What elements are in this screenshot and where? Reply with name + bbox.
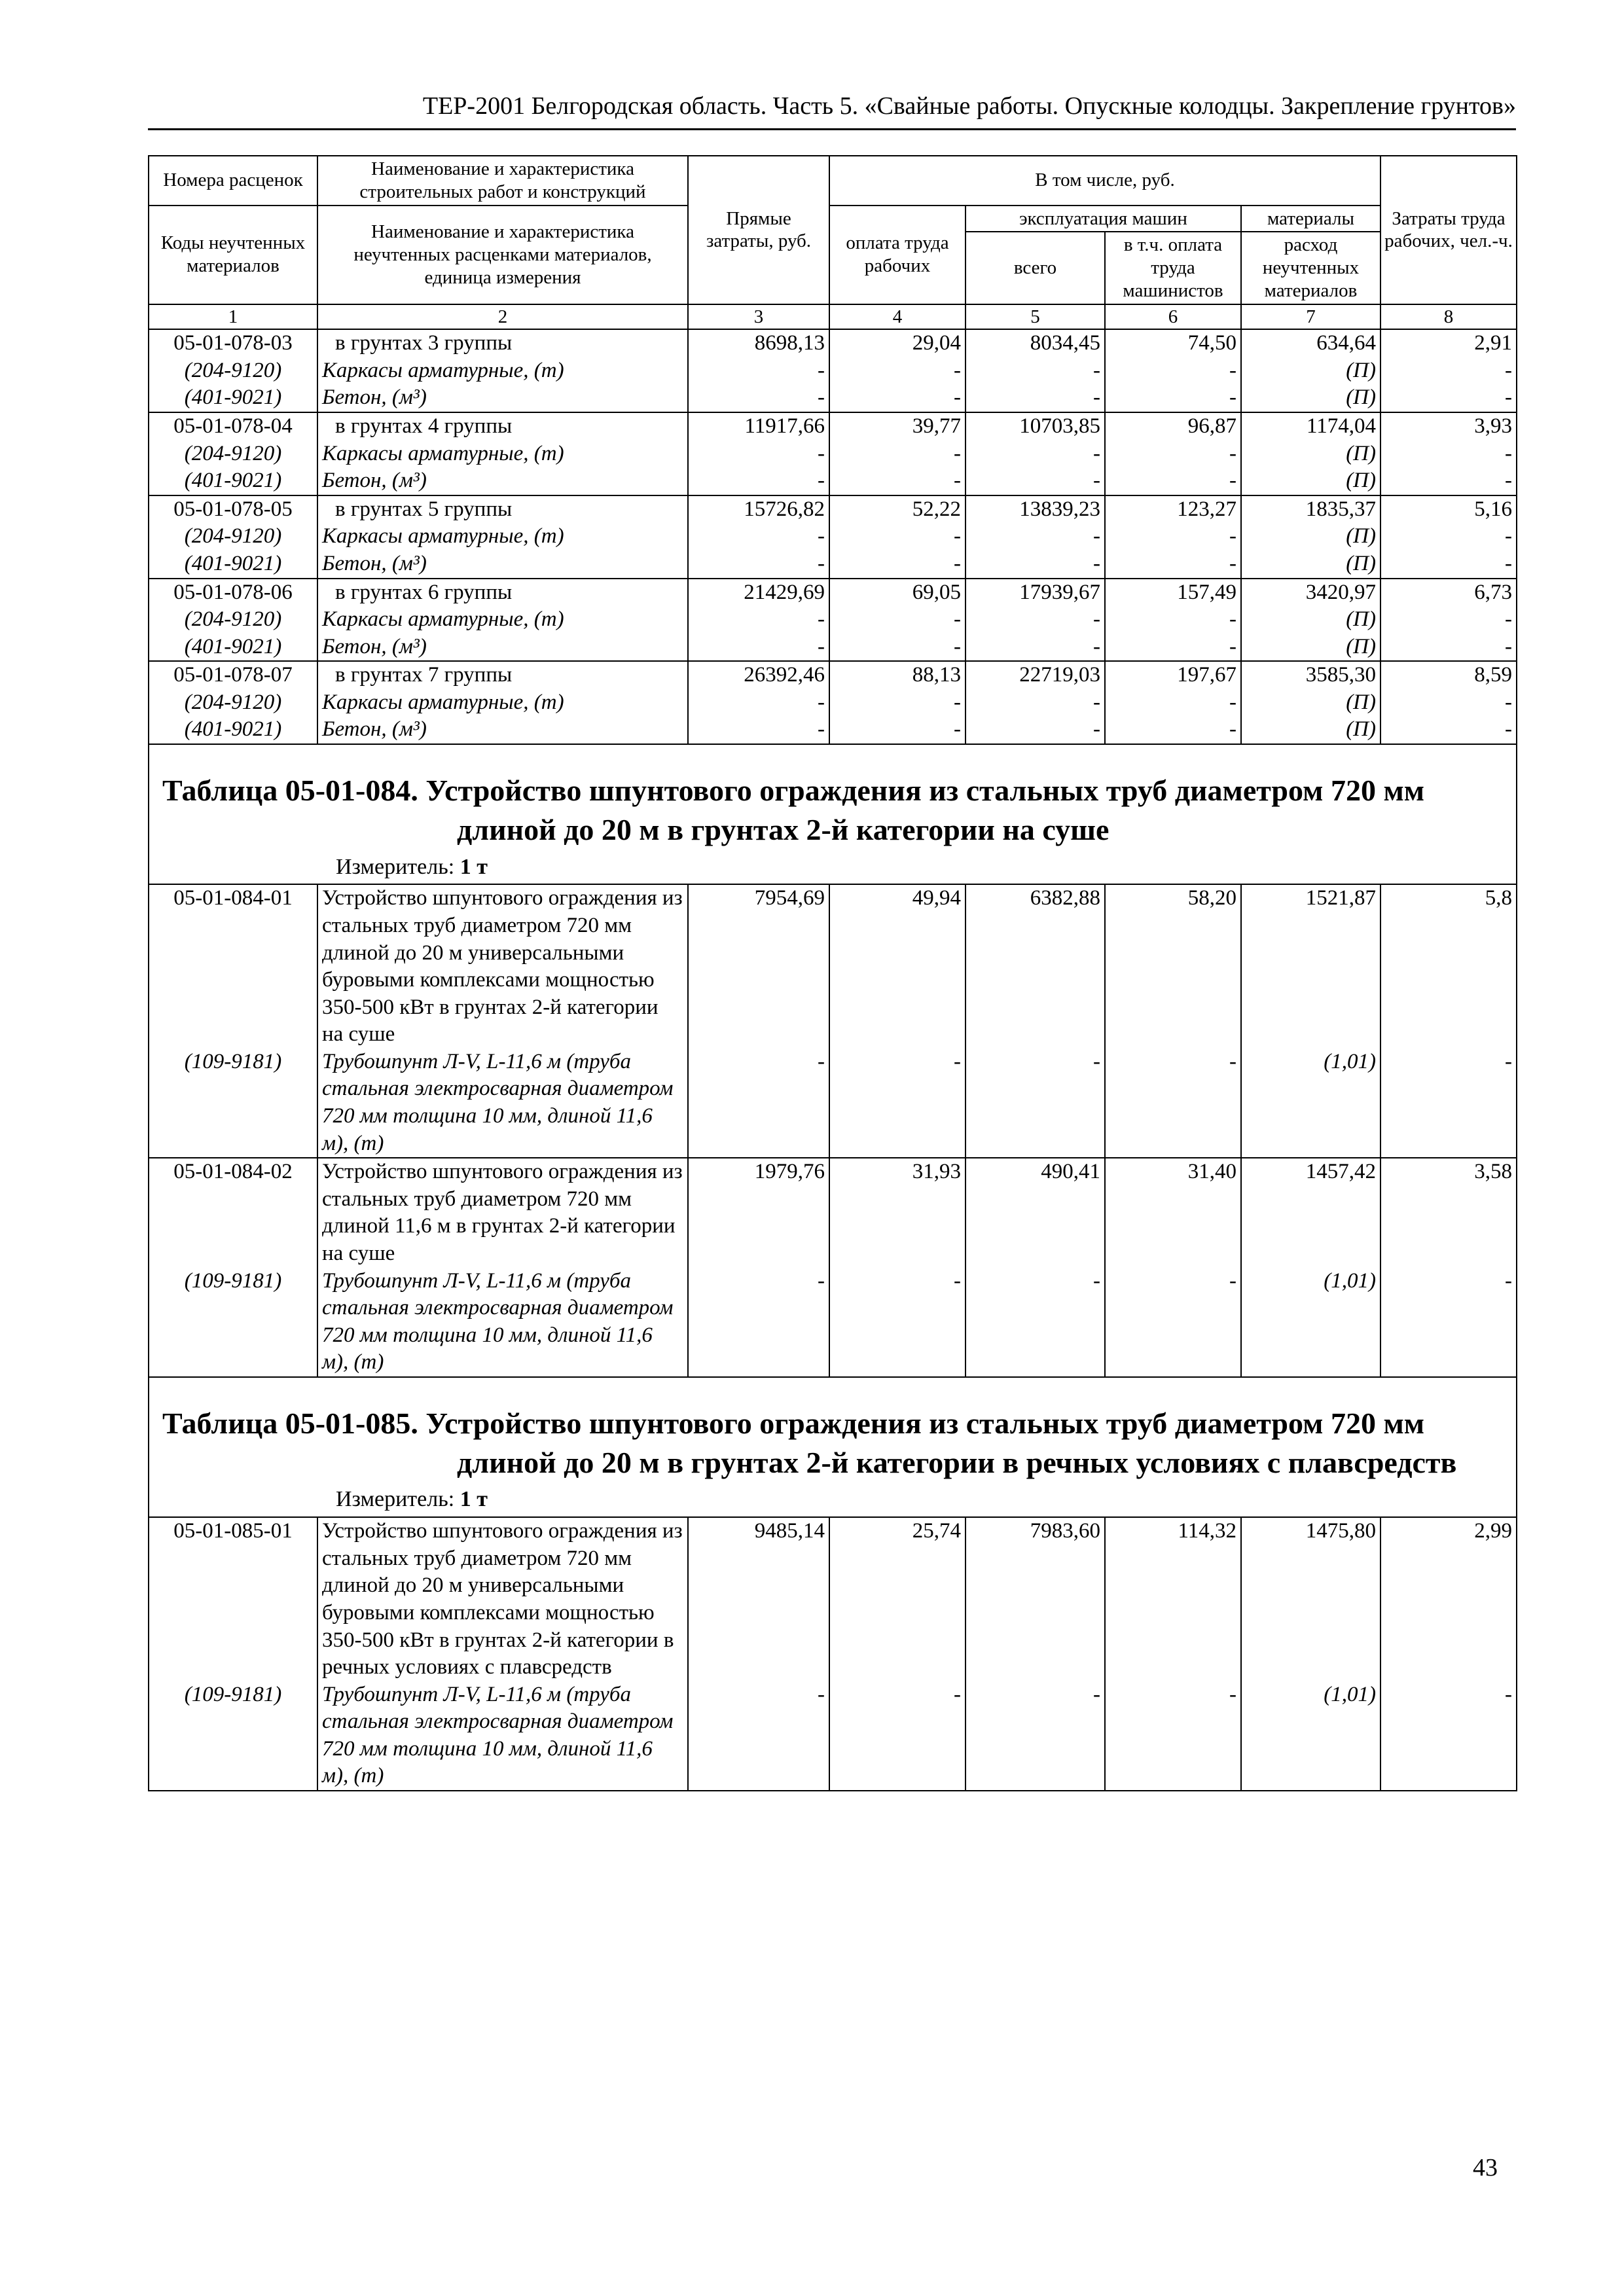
empty-value-dash: -: [965, 634, 1105, 662]
material-row: [149, 1681, 1517, 1791]
rate-value: 197,67: [1105, 661, 1241, 689]
material-qty: (П): [1241, 716, 1380, 744]
empty-value-dash: -: [1380, 1049, 1517, 1158]
empty-value-dash: -: [829, 467, 965, 495]
empty-value-dash: -: [1105, 1268, 1241, 1377]
empty-value-dash: -: [965, 606, 1105, 634]
empty-value-dash: -: [829, 634, 965, 662]
material-qty: (П): [1241, 384, 1380, 412]
empty-value-dash: -: [829, 384, 965, 412]
material-code: (401-9021): [149, 467, 317, 495]
material-qty: (1,01): [1241, 1049, 1380, 1158]
col-number: 8: [1380, 304, 1517, 330]
materials-header: материалы: [1241, 206, 1380, 232]
rate-value: 6382,88: [965, 884, 1105, 1048]
measure-label: Измеритель:: [336, 854, 455, 879]
rate-value: 21429,69: [688, 579, 829, 607]
empty-value-dash: -: [829, 716, 965, 744]
empty-value-dash: -: [965, 1268, 1105, 1377]
rate-code: 05-01-084-01: [149, 884, 317, 1048]
material-name: Бетон, (м³): [317, 467, 688, 495]
material-row: [149, 440, 1517, 468]
rate-value: 3,58: [1380, 1158, 1517, 1267]
rate-code: 05-01-078-05: [149, 495, 317, 524]
empty-value-dash: -: [688, 1049, 829, 1158]
rate-value: 634,64: [1241, 329, 1380, 357]
empty-value-dash: -: [688, 716, 829, 744]
empty-value-dash: -: [1380, 1681, 1517, 1791]
empty-value-dash: -: [829, 1681, 965, 1791]
col2-bottom-header: Наименование и характеристика неучтенных расценками материалов, единица измерения: [317, 206, 688, 304]
rate-value: 5,8: [1380, 884, 1517, 1048]
col7-header: расход неучтенных материалов: [1241, 232, 1380, 304]
empty-value-dash: -: [965, 384, 1105, 412]
rate-value: 5,16: [1380, 495, 1517, 524]
col-number: 2: [317, 304, 688, 330]
rate-name: Устройство шпунтового ограждения из стальных труб диаметром 720 мм длиной до 20 м универсальными буровыми комплексами мощностью 350-500 кВт в грунтах 2-й категории в речных условиях с плавсредств: [317, 1517, 688, 1681]
material-code: (401-9021): [149, 716, 317, 744]
empty-value-dash: -: [1105, 550, 1241, 579]
table-title: Таблица 05-01-085. Устройство шпунтового ограждения из стальных труб диаметром 720 мм длиной до 20 м в грунтах 2-й категории в речных условиях с плавсредств: [162, 1406, 1457, 1479]
empty-value-dash: -: [688, 689, 829, 717]
rate-value: 3420,97: [1241, 579, 1380, 607]
empty-value-dash: -: [829, 440, 965, 468]
empty-value-dash: -: [1380, 523, 1517, 550]
material-name: Каркасы арматурные, (т): [317, 606, 688, 634]
table-row: [149, 661, 1517, 689]
rate-value: 74,50: [1105, 329, 1241, 357]
rate-code: 05-01-078-04: [149, 412, 317, 440]
empty-value-dash: -: [688, 1268, 829, 1377]
material-name: Бетон, (м³): [317, 384, 688, 412]
col-number: 4: [829, 304, 965, 330]
empty-value-dash: -: [829, 606, 965, 634]
empty-value-dash: -: [829, 1049, 965, 1158]
table-title-cell: [149, 1377, 1517, 1482]
empty-value-dash: -: [1105, 634, 1241, 662]
table-title-row: [149, 1377, 1517, 1482]
rate-name: в грунтах 5 группы: [317, 495, 688, 524]
col8-header: Затраты труда рабочих, чел.-ч.: [1380, 156, 1517, 304]
material-name: Бетон, (м³): [317, 634, 688, 662]
rate-value: 26392,46: [688, 661, 829, 689]
rate-value: 96,87: [1105, 412, 1241, 440]
col-number: 1: [149, 304, 317, 330]
col1-bottom-header: Коды неучтенных материалов: [149, 206, 317, 304]
empty-value-dash: -: [1105, 716, 1241, 744]
rate-value: 69,05: [829, 579, 965, 607]
material-code: (204-9120): [149, 606, 317, 634]
material-name: Каркасы арматурные, (т): [317, 689, 688, 717]
material-qty: (1,01): [1241, 1681, 1380, 1791]
empty-value-dash: -: [965, 523, 1105, 550]
table-row: [149, 1158, 1517, 1267]
empty-value-dash: -: [965, 1681, 1105, 1791]
material-name: Трубошпунт Л-V, L-11,6 м (труба стальная электросварная диаметром 720 мм толщина 10 мм, длиной 11,6 м), (т): [317, 1681, 688, 1791]
table-row: [149, 495, 1517, 524]
rate-code: 05-01-078-03: [149, 329, 317, 357]
rate-value: 8698,13: [688, 329, 829, 357]
material-row: [149, 550, 1517, 579]
rate-value: 25,74: [829, 1517, 965, 1681]
col-number: 3: [688, 304, 829, 330]
rate-value: 9485,14: [688, 1517, 829, 1681]
rate-value: 31,40: [1105, 1158, 1241, 1267]
material-qty: (П): [1241, 357, 1380, 385]
empty-value-dash: -: [1380, 634, 1517, 662]
rate-value: 6,73: [1380, 579, 1517, 607]
empty-value-dash: -: [688, 523, 829, 550]
rate-code: 05-01-078-06: [149, 579, 317, 607]
material-code: (204-9120): [149, 440, 317, 468]
material-code: (204-9120): [149, 523, 317, 550]
machines-header: эксплуатация машин: [965, 206, 1241, 232]
col1-top-header: Номера расценок: [149, 156, 317, 206]
material-qty: (П): [1241, 467, 1380, 495]
empty-value-dash: -: [1105, 606, 1241, 634]
empty-value-dash: -: [1105, 1049, 1241, 1158]
empty-value-dash: -: [965, 689, 1105, 717]
rate-value: 17939,67: [965, 579, 1105, 607]
header-row-1: [149, 156, 1517, 206]
empty-value-dash: -: [965, 550, 1105, 579]
material-code: (109-9181): [149, 1681, 317, 1791]
page-header: ТЕР-2001 Белгородская область. Часть 5. «Свайные работы. Опускные колодцы. Закрепление грунтов»: [148, 92, 1516, 130]
empty-value-dash: -: [688, 606, 829, 634]
empty-value-dash: -: [688, 467, 829, 495]
rate-value: 39,77: [829, 412, 965, 440]
col-number: 5: [965, 304, 1105, 330]
measure-value: 1 т: [460, 854, 488, 879]
empty-value-dash: -: [1380, 716, 1517, 744]
material-row: [149, 716, 1517, 744]
empty-value-dash: -: [1105, 689, 1241, 717]
material-name: Каркасы арматурные, (т): [317, 440, 688, 468]
material-row: [149, 384, 1517, 412]
rate-value: 52,22: [829, 495, 965, 524]
empty-value-dash: -: [829, 1268, 965, 1377]
empty-value-dash: -: [965, 357, 1105, 385]
col2-top-header: Наименование и характеристика строительных работ и конструкций: [317, 156, 688, 206]
col5-header: всего: [965, 232, 1105, 304]
empty-value-dash: -: [1105, 467, 1241, 495]
empty-value-dash: -: [965, 467, 1105, 495]
rate-value: 13839,23: [965, 495, 1105, 524]
rate-value: 490,41: [965, 1158, 1105, 1267]
rate-code: 05-01-084-02: [149, 1158, 317, 1267]
table-078-body: [149, 329, 1517, 744]
rate-name: в грунтах 7 группы: [317, 661, 688, 689]
material-row: [149, 1049, 1517, 1158]
rate-name: в грунтах 3 группы: [317, 329, 688, 357]
column-numbers-row: [149, 304, 1517, 330]
material-qty: (П): [1241, 689, 1380, 717]
material-qty: (П): [1241, 606, 1380, 634]
header-row-2: [149, 206, 1517, 232]
rate-value: 3585,30: [1241, 661, 1380, 689]
rate-value: 1979,76: [688, 1158, 829, 1267]
empty-value-dash: -: [1105, 440, 1241, 468]
material-code: (401-9021): [149, 634, 317, 662]
col3-header: Прямые затраты, руб.: [688, 156, 829, 304]
empty-value-dash: -: [1380, 384, 1517, 412]
rate-value: 114,32: [1105, 1517, 1241, 1681]
rate-value: 29,04: [829, 329, 965, 357]
material-code: (401-9021): [149, 384, 317, 412]
rate-value: 2,99: [1380, 1517, 1517, 1681]
material-row: [149, 689, 1517, 717]
rate-name: Устройство шпунтового ограждения из стальных труб диаметром 720 мм длиной 11,6 м в грунтах 2-й категории на суше: [317, 1158, 688, 1267]
material-row: [149, 634, 1517, 662]
empty-value-dash: -: [1105, 1681, 1241, 1791]
empty-value-dash: -: [1380, 440, 1517, 468]
measure-label: Измеритель:: [336, 1487, 455, 1512]
material-code: (109-9181): [149, 1268, 317, 1377]
material-name: Бетон, (м³): [317, 550, 688, 579]
empty-value-dash: -: [1380, 357, 1517, 385]
rate-value: 49,94: [829, 884, 965, 1048]
rate-value: 8034,45: [965, 329, 1105, 357]
page-number: 43: [1473, 2154, 1498, 2181]
table-row: [149, 412, 1517, 440]
table-title: Таблица 05-01-084. Устройство шпунтового ограждения из стальных труб диаметром 720 мм длиной до 20 м в грунтах 2-й категории на суше: [162, 773, 1425, 846]
material-qty: (1,01): [1241, 1268, 1380, 1377]
material-qty: (П): [1241, 523, 1380, 550]
table-row: [149, 329, 1517, 357]
empty-value-dash: -: [965, 716, 1105, 744]
rate-name: в грунтах 6 группы: [317, 579, 688, 607]
material-code: (204-9120): [149, 357, 317, 385]
rate-value: 88,13: [829, 661, 965, 689]
empty-value-dash: -: [1105, 384, 1241, 412]
incl-header: В том числе, руб.: [829, 156, 1380, 206]
material-code: (401-9021): [149, 550, 317, 579]
rate-code: 05-01-078-07: [149, 661, 317, 689]
empty-value-dash: -: [829, 523, 965, 550]
col6-header: в т.ч. оплата труда машинистов: [1105, 232, 1241, 304]
measure-cell: [149, 1482, 1517, 1517]
empty-value-dash: -: [1380, 550, 1517, 579]
rate-value: 1835,37: [1241, 495, 1380, 524]
table-row: [149, 579, 1517, 607]
rate-name: в грунтах 4 группы: [317, 412, 688, 440]
rate-name: Устройство шпунтового ограждения из стальных труб диаметром 720 мм длиной до 20 м универсальными буровыми комплексами мощностью 350-500 кВт в грунтах 2-й категории на суше: [317, 884, 688, 1048]
material-row: [149, 467, 1517, 495]
rate-value: 58,20: [1105, 884, 1241, 1048]
material-name: Бетон, (м³): [317, 716, 688, 744]
table-085-body: [149, 1377, 1517, 1791]
measure-cell: [149, 850, 1517, 885]
empty-value-dash: -: [1380, 467, 1517, 495]
table-row: [149, 884, 1517, 1048]
empty-value-dash: -: [965, 440, 1105, 468]
material-qty: (П): [1241, 634, 1380, 662]
rate-value: 1174,04: [1241, 412, 1380, 440]
material-name: Трубошпунт Л-V, L-11,6 м (труба стальная электросварная диаметром 720 мм толщина 10 мм, длиной 11,6 м), (т): [317, 1049, 688, 1158]
table-row: [149, 1517, 1517, 1681]
table-title-row: [149, 744, 1517, 850]
empty-value-dash: -: [1380, 1268, 1517, 1377]
rate-value: 11917,66: [688, 412, 829, 440]
material-row: [149, 357, 1517, 385]
rate-code: 05-01-085-01: [149, 1517, 317, 1681]
empty-value-dash: -: [1380, 606, 1517, 634]
empty-value-dash: -: [1380, 689, 1517, 717]
material-code: (204-9120): [149, 689, 317, 717]
rate-value: 15726,82: [688, 495, 829, 524]
material-row: [149, 606, 1517, 634]
rate-value: 2,91: [1380, 329, 1517, 357]
rate-value: 1475,80: [1241, 1517, 1380, 1681]
rate-value: 10703,85: [965, 412, 1105, 440]
rates-table: [148, 155, 1517, 1791]
empty-value-dash: -: [688, 634, 829, 662]
rate-value: 1457,42: [1241, 1158, 1380, 1267]
measure-value: 1 т: [460, 1487, 488, 1512]
table-title-cell: [149, 744, 1517, 850]
measure-row: [149, 1482, 1517, 1517]
material-qty: (П): [1241, 550, 1380, 579]
measure-row: [149, 850, 1517, 885]
material-name: Трубошпунт Л-V, L-11,6 м (труба стальная электросварная диаметром 720 мм толщина 10 мм, длиной 11,6 м), (т): [317, 1268, 688, 1377]
col-number: 6: [1105, 304, 1241, 330]
empty-value-dash: -: [688, 440, 829, 468]
col-number: 7: [1241, 304, 1380, 330]
table-084-body: [149, 744, 1517, 1377]
empty-value-dash: -: [829, 550, 965, 579]
material-code: (109-9181): [149, 1049, 317, 1158]
empty-value-dash: -: [829, 689, 965, 717]
material-row: [149, 523, 1517, 550]
rate-value: 3,93: [1380, 412, 1517, 440]
empty-value-dash: -: [1105, 357, 1241, 385]
empty-value-dash: -: [688, 1681, 829, 1791]
empty-value-dash: -: [829, 357, 965, 385]
material-name: Каркасы арматурные, (т): [317, 357, 688, 385]
rate-value: 123,27: [1105, 495, 1241, 524]
rate-value: 1521,87: [1241, 884, 1380, 1048]
rate-value: 22719,03: [965, 661, 1105, 689]
material-name: Каркасы арматурные, (т): [317, 523, 688, 550]
empty-value-dash: -: [688, 384, 829, 412]
rate-value: 8,59: [1380, 661, 1517, 689]
col4-header: оплата труда рабочих: [829, 206, 965, 304]
material-row: [149, 1268, 1517, 1377]
rate-value: 31,93: [829, 1158, 965, 1267]
empty-value-dash: -: [688, 550, 829, 579]
empty-value-dash: -: [1105, 523, 1241, 550]
empty-value-dash: -: [688, 357, 829, 385]
rate-value: 7983,60: [965, 1517, 1105, 1681]
rate-value: 7954,69: [688, 884, 829, 1048]
material-qty: (П): [1241, 440, 1380, 468]
rate-value: 157,49: [1105, 579, 1241, 607]
empty-value-dash: -: [965, 1049, 1105, 1158]
